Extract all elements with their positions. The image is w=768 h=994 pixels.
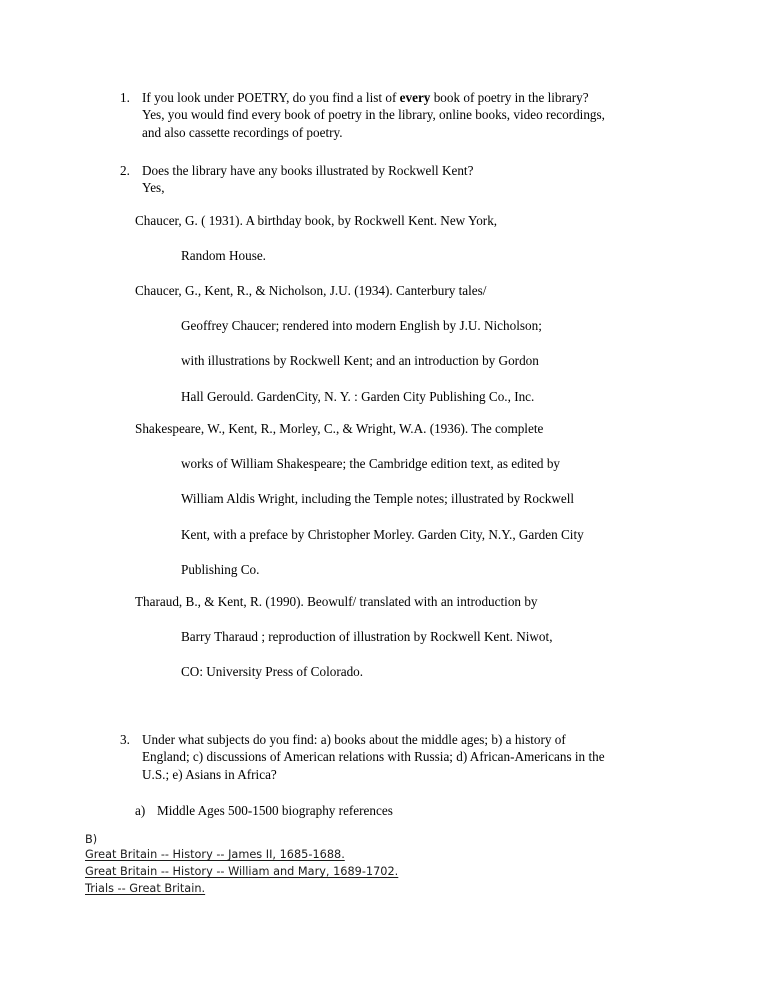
citation-shakespeare-1936 xyxy=(135,422,695,576)
sub-answer-a-letter: a) xyxy=(135,803,146,818)
citation-line: Chaucer, G. ( 1931). A birthday book, by Rockwell Kent. New York, xyxy=(135,213,498,228)
question-1-body xyxy=(142,89,682,141)
question-1-answer-line-1: Yes, you would find every book of poetry in the library, online books, video recordings, xyxy=(142,107,605,123)
question-1-answer-line-2: and also cassette recordings of poetry. xyxy=(142,124,343,140)
question-3-prompt-line-3: U.S.; e) Asians in Africa? xyxy=(142,766,277,782)
question-1 xyxy=(120,89,682,141)
citation-chaucer-1934 xyxy=(135,284,695,403)
question-2-body xyxy=(142,162,682,197)
question-1-prompt-post: book of poetry in the library? xyxy=(430,90,589,105)
subject-heading-link[interactable]: Trials -- Great Britain. xyxy=(85,882,206,896)
citation-line: Geoffrey Chaucer; rendered into modern English by J.U. Nicholson; xyxy=(181,318,542,334)
citation-line: Random House. xyxy=(181,248,266,264)
subject-heading-link[interactable]: Great Britain -- History -- James II, 1685-1688. xyxy=(85,848,345,862)
citation-line: CO: University Press of Colorado. xyxy=(181,664,364,680)
citation-line: Chaucer, G., Kent, R., & Nicholson, J.U. (1934). Canterbury tales/ xyxy=(135,283,487,298)
citation-line: Tharaud, B., & Kent, R. (1990). Beowulf/ translated with an introduction by xyxy=(135,594,538,609)
question-3 xyxy=(120,731,682,783)
question-1-prompt-pre: If you look under POETRY, do you find a list of xyxy=(142,90,400,105)
subject-heading-link[interactable]: Great Britain -- History -- William and Mary, 1689-1702. xyxy=(85,865,399,879)
citation-line: works of William Shakespeare; the Cambridge edition text, as edited by xyxy=(181,456,561,472)
citation-line: William Aldis Wright, including the Temple notes; illustrated by Rockwell xyxy=(181,491,575,507)
citation-chaucer-1931 xyxy=(135,214,695,262)
citation-line: with illustrations by Rockwell Kent; and an introduction by Gordon xyxy=(181,353,539,369)
subject-block-label: B) xyxy=(85,833,98,846)
question-2-prompt: Does the library have any books illustrated by Rockwell Kent? xyxy=(142,163,474,178)
citation-line: Barry Tharaud ; reproduction of illustration by Rockwell Kent. Niwot, xyxy=(181,629,553,645)
question-3-number: 3. xyxy=(120,732,130,747)
question-1-number: 1. xyxy=(120,90,130,105)
citation-line: Kent, with a preface by Christopher Morley. Garden City, N.Y., Garden City xyxy=(181,526,584,542)
question-1-prompt-emphasis: every xyxy=(399,90,431,105)
citation-tharaud-1990 xyxy=(135,595,695,679)
sub-answer-a xyxy=(135,802,675,819)
question-3-body xyxy=(142,731,682,783)
question-2 xyxy=(120,162,682,197)
question-1-prompt xyxy=(142,89,682,106)
citation-line: Hall Gerould. GardenCity, N. Y. : Garden City Publishing Co., Inc. xyxy=(181,388,535,404)
question-3-prompt-line-1: Under what subjects do you find: a) books about the middle ages; b) a history of xyxy=(142,732,566,747)
question-2-answer: Yes, xyxy=(142,180,165,196)
citation-line: Publishing Co. xyxy=(181,561,260,577)
subject-headings-block xyxy=(85,833,398,899)
sub-answer-a-text: Middle Ages 500-1500 biography references xyxy=(157,803,393,818)
question-3-prompt-line-2: England; c) discussions of American relations with Russia; d) African-Americans in the xyxy=(142,749,605,765)
citation-line: Shakespeare, W., Kent, R., Morley, C., & Wright, W.A. (1936). The complete xyxy=(135,421,544,436)
question-2-number: 2. xyxy=(120,163,130,178)
